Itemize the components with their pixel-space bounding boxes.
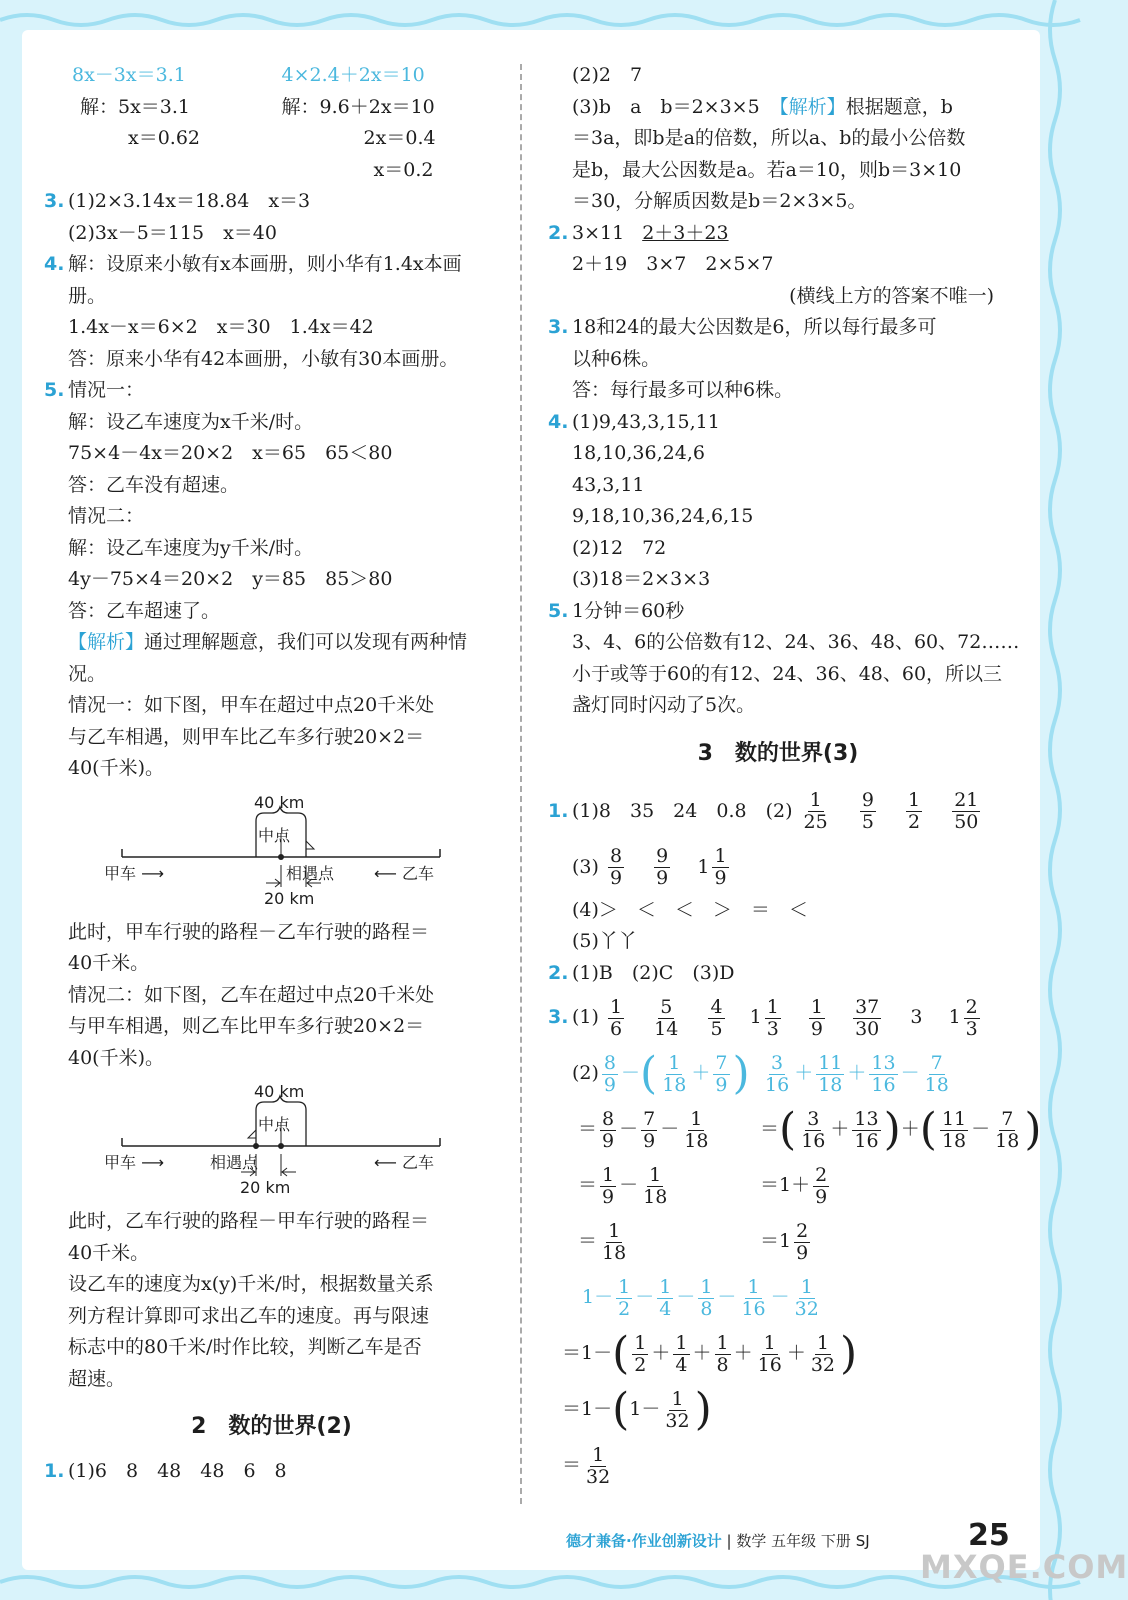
answer-line: 解：设乙车速度为y千米/时。	[68, 536, 314, 559]
question-5	[44, 375, 499, 407]
question-3	[548, 312, 1008, 344]
analysis-line: ＝30，分解质因数是b＝2×3×5。	[572, 190, 867, 212]
answer-text: 2＋3＋23	[642, 221, 729, 244]
fraction: $\frac{21}{50}$	[954, 789, 979, 833]
diagram-label-car-a: 甲车 ⟶	[104, 863, 165, 883]
meeting-diagram-2	[44, 1082, 499, 1200]
answer-line: (2)12 72	[572, 536, 667, 559]
answer-line: 情况二：	[68, 505, 145, 527]
question-number: 2.	[548, 961, 569, 984]
watermark: MXQE.COM	[920, 1548, 1128, 1586]
column-divider	[520, 64, 522, 1504]
answer-line: 情况一：	[68, 379, 145, 401]
answer-note: (横线上方的答案不唯一)	[789, 284, 994, 307]
calculation-right	[760, 1045, 1042, 1269]
answer-line: (2)3x－5＝115 x＝40	[68, 221, 277, 244]
question-number: 3.	[548, 1006, 569, 1028]
section-heading-2: 2 数的世界(2)	[191, 1414, 352, 1439]
analysis-line: 40(千米)。	[68, 757, 165, 779]
calc-step: ＝1－(1－ $\frac{1}{32}$ )	[562, 1384, 712, 1435]
question-number: 4.	[44, 253, 65, 275]
section3-question-1	[548, 783, 1008, 839]
equation-b-title: 4×2.4＋2x＝10	[281, 64, 425, 86]
answer-line: (1)9,43,3,15,11	[572, 410, 720, 433]
analysis-line: 40(千米)。	[68, 1046, 165, 1069]
right-column	[548, 60, 1042, 1493]
answer-line: 盏灯同时闪动了5次。	[572, 694, 756, 716]
answer-line: (1)6 8 48 48 6 8	[68, 1460, 287, 1482]
left-column	[44, 60, 499, 1488]
question-3	[44, 186, 499, 218]
answer-text: (1)	[572, 1006, 599, 1028]
equation-a-title: 8x－3x＝3.1	[72, 64, 186, 86]
answer-line: 4y－75×4＝20×2 y＝85 85＞80	[68, 568, 393, 590]
analysis-line: 是b，最大公因数是a。若a＝10，则b＝3×10	[572, 158, 962, 181]
question-number: 4.	[548, 410, 569, 433]
analysis-line: 设乙车的速度为x(y)千米/时，根据数量关系	[68, 1273, 434, 1295]
analysis-line: 40千米。	[68, 952, 150, 974]
question-4	[548, 407, 1008, 439]
question-4	[44, 249, 499, 281]
analysis-line: 情况二：如下图，乙车在超过中点20千米处	[68, 983, 435, 1006]
calculation-left	[548, 1045, 760, 1269]
answer-line: 3、4、6的公倍数有12、24、36、48、60、72……	[572, 631, 1020, 653]
answer-line: 答：每行最多可以种6株。	[572, 379, 794, 401]
fraction: $\frac{1}{2}$	[908, 789, 921, 833]
answer-line: 18和24的最大公因数是6，所以每行最多可	[572, 316, 937, 338]
section-heading-3: 3 数的世界(3)	[697, 740, 859, 766]
calc-step: ＝ $\frac{1}{9}$ － $\frac{1}{18}$	[578, 1163, 668, 1208]
calc-step: ＝ $\frac{1}{18}$	[578, 1219, 627, 1264]
analysis-line: 与甲车相遇，则乙车比甲车多行驶20×2＝	[68, 1015, 425, 1037]
answer-text: (3)b a b＝2×3×5	[572, 95, 760, 118]
question-number: 5.	[548, 599, 569, 622]
analysis-line: 40千米。	[68, 1241, 150, 1264]
mixed-whole: 1	[697, 855, 710, 878]
calc-expression: $\frac{3}{16}$ ＋ $\frac{11}{18}$ ＋ $\frac{13}{16}$ － $\frac{7}{18}$	[765, 1051, 949, 1096]
answer-line: 册。	[68, 284, 107, 307]
footer-separator: |	[726, 1532, 732, 1550]
answer-line	[548, 92, 1008, 124]
question-2	[548, 218, 1008, 250]
answer-line: 答：原来小华有42本画册，小敏有30本画册。	[68, 347, 459, 370]
calc-step: ＝1－( $\frac{1}{2}$ ＋ $\frac{1}{4}$ ＋ $\frac{1}{8}$ ＋ $\frac{1}{16}$ ＋ $\frac{1}{32}$ )	[562, 1328, 858, 1379]
diagram-label-midpoint: 中点	[258, 1115, 291, 1134]
equation-b-step3: x＝0.2	[373, 158, 434, 181]
calc-step: ＝1＋ $\frac{2}{9}$	[760, 1163, 828, 1208]
answer-line: 答：乙车没有超速。	[68, 473, 240, 496]
analysis-line: ＝3a，即b是a的倍数，所以a、b的最小公倍数	[572, 127, 966, 149]
answer-line: 43,3,11	[572, 473, 645, 496]
answer-line: (4)＞ ＜ ＜ ＞ ＝ ＜	[572, 898, 808, 921]
fraction: $\frac{1}{9}$	[714, 845, 727, 889]
top-wave-border	[0, 0, 1075, 34]
page-number: 25	[968, 1518, 1010, 1553]
fraction: $\frac{8}{9}$	[609, 845, 623, 889]
question-number: 1.	[548, 799, 569, 822]
footer-edition: SJ	[855, 1532, 870, 1550]
calc-expression: 1－ $\frac{1}{2}$ － $\frac{1}{4}$ － $\frac{1}{8}$ － $\frac{1}{16}$ － $\frac{1}{32}$	[582, 1275, 819, 1320]
answer-text: 3×11	[572, 221, 625, 244]
diagram-label-40km: 40 km	[254, 792, 305, 812]
answer-line: 2＋19 3×7 2×5×7	[572, 253, 774, 275]
question-number: 3.	[548, 316, 569, 338]
diagram-label-meeting-point: 相遇点	[210, 1153, 259, 1172]
equation-pair	[44, 60, 499, 186]
diagram-label-20km: 20 km	[240, 1178, 291, 1197]
analysis-line: 此时，乙车行驶的路程－甲车行驶的路程＝	[68, 1210, 430, 1232]
calculation-pair	[548, 1045, 1042, 1269]
meeting-diagram-1	[44, 793, 499, 911]
answer-line: 以种6株。	[572, 347, 661, 370]
analysis-line: 超速。	[68, 1367, 126, 1390]
answer-line: (5)丫丫	[572, 930, 637, 952]
diagram-label-meeting-point: 相遇点	[286, 863, 335, 883]
right-wave-border	[1035, 0, 1075, 1600]
diagram-label-20km: 20 km	[264, 888, 315, 908]
analysis-tag: 【解析】	[68, 631, 145, 653]
answer-line: 小于或等于60的有12、24、36、48、60，所以三	[572, 662, 1003, 685]
footer-brand: 德才兼备·作业创新设计	[566, 1532, 722, 1550]
calc-step: ＝ $\frac{1}{32}$	[562, 1443, 611, 1488]
answer-line: (3)18＝2×3×3	[572, 568, 711, 590]
answer-line: 解：设乙车速度为x千米/时。	[68, 410, 314, 433]
calc-step: ＝( $\frac{3}{16}$ ＋ $\frac{13}{16}$ )＋( $\frac{11}{18}$ － $\frac{7}{18}$ )	[760, 1104, 1042, 1155]
section3-question-2	[548, 958, 1008, 990]
bottom-wave-border	[0, 1566, 1075, 1600]
answer-line: (2)2 7	[572, 64, 643, 86]
diagram-label-car-a: 甲车 ⟶	[104, 1153, 165, 1172]
question-5	[548, 596, 1008, 628]
answer-text: (3)	[572, 855, 599, 878]
answer-line: 1.4x－x＝6×2 x＝30 1.4x＝42	[68, 316, 374, 338]
answer-line: (1)2×3.14x＝18.84 x＝3	[68, 190, 311, 212]
analysis-text: 根据题意，b	[845, 95, 953, 118]
analysis-line: 列方程计算即可求出乙车的速度。再与限速	[68, 1304, 430, 1327]
equation-a-step1: 解：5x＝3.1	[80, 95, 191, 118]
answer-text: (1)8 35 24 0.8 (2)	[572, 799, 793, 822]
question-number: 5.	[44, 379, 65, 401]
analysis-line: 情况一：如下图，甲车在超过中点20千米处	[68, 694, 435, 716]
fraction: $\frac{1}{25}$	[803, 789, 828, 833]
section2-question-1	[44, 1456, 499, 1488]
answer-line: 18,10,36,24,6	[572, 442, 705, 464]
diagram-label-car-b: ⟵ 乙车	[374, 1153, 435, 1172]
section3-question-3: 3. (1) $\frac{1}{6}$ $\frac{5}{14}$ $\frac{4}{5}$ 1 $\frac{1}{3}$ $\frac{1}{9}$ $\frac{37}{30}$ 3 1 $\frac{2}{3}$	[548, 989, 1008, 1045]
analysis-line: 与乙车相遇，则甲车比乙车多行驶20×2＝	[68, 725, 425, 748]
fraction: $\frac{9}{9}$	[656, 845, 669, 889]
equation-b-step1: 解：9.6＋2x＝10	[281, 95, 435, 118]
question-number: 2.	[548, 221, 569, 244]
answer-line: 75×4－4x＝20×2 x＝65 65＜80	[68, 442, 393, 464]
diagram-label-40km: 40 km	[254, 1082, 305, 1101]
analysis-line: 标志中的80千米/时作比较，判断乙车是否	[68, 1336, 422, 1358]
calc-expression: (2) $\frac{8}{9}$ －( $\frac{1}{18}$ ＋ $\frac{7}{9}$ )	[572, 1048, 750, 1099]
diagram-label-midpoint: 中点	[258, 825, 291, 845]
analysis-line: 通过理解题意，我们可以发现有两种情	[144, 631, 468, 653]
answer-line: 9,18,10,36,24,6,15	[572, 505, 754, 527]
question-number: 1.	[44, 1460, 65, 1482]
footer-volume: 下册	[820, 1532, 851, 1550]
analysis-line: 况。	[68, 662, 107, 685]
analysis-line: 此时，甲车行驶的路程－乙车行驶的路程＝	[68, 920, 430, 943]
footer-subject: 数学	[736, 1532, 767, 1550]
page-footer	[566, 1530, 870, 1551]
diagram-label-car-b: ⟵ 乙车	[374, 863, 435, 883]
answer-line	[548, 839, 1008, 895]
answer-line: 1分钟＝60秒	[572, 599, 685, 622]
footer-grade: 五年级	[771, 1532, 817, 1550]
fraction: $\frac{9}{5}$	[861, 789, 874, 833]
answer-line: 解：设原来小敏有x本画册，则小华有1.4x本画	[68, 253, 462, 275]
analysis-block	[44, 627, 499, 659]
calc-step: ＝1 $\frac{2}{9}$	[760, 1219, 809, 1264]
analysis-tag: 【解析】	[769, 95, 846, 118]
equation-a-step2: x＝0.62	[128, 127, 201, 149]
answer-line: 答：乙车超速了。	[68, 599, 221, 622]
equation-b-step2: 2x＝0.4	[363, 127, 436, 149]
question-number: 3.	[44, 190, 65, 212]
calc-step: ＝ $\frac{8}{9}$ － $\frac{7}{9}$ － $\frac{1}{18}$	[578, 1107, 709, 1152]
answer-line: (1)B (2)C (3)D	[572, 961, 735, 984]
